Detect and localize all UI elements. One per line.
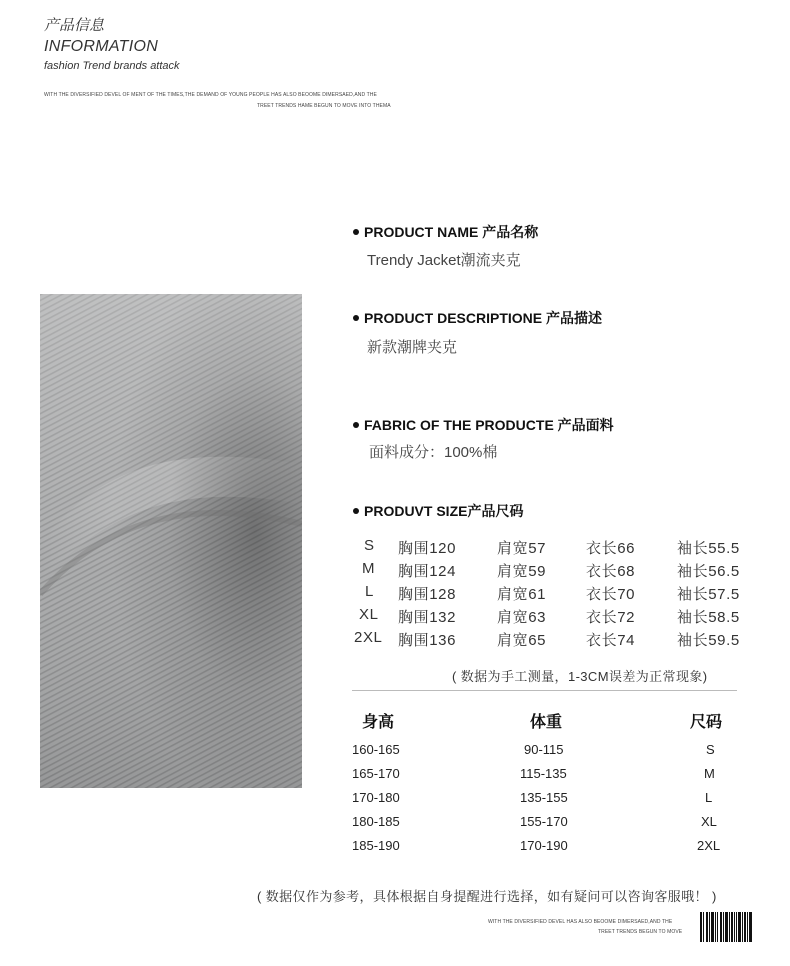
header-title-en: INFORMATION [44,38,159,55]
size-cell: M [704,766,715,781]
size-length: 衣长74 [586,632,636,649]
bullet-dot-icon [353,315,359,321]
size-length: 衣长70 [586,586,636,603]
height-cell: 180-185 [352,814,400,829]
weight-cell: 90-115 [524,742,564,757]
size-label: L [365,583,374,600]
product-name-value: Trendy Jacket潮流夹克 [367,252,521,269]
bullet-dot-icon [353,229,359,235]
table-row [352,766,752,786]
size-sleeve: 袖长57.5 [677,586,740,603]
bullet-dot-icon [353,422,359,428]
product-description-value: 新款潮牌夹克 [367,339,458,356]
size-shoulder: 肩宽57 [497,540,547,557]
size-chest: 胸围132 [398,609,457,626]
size-label: XL [359,606,379,623]
size-chest: 胸围136 [398,632,457,649]
size-chest: 胸围124 [398,563,457,580]
table-row [352,790,752,810]
height-cell: 185-190 [352,838,400,853]
table-row [352,742,752,762]
height-cell: 160-165 [352,742,400,757]
size-row [340,537,760,559]
weight-cell: 115-135 [520,766,567,781]
size-chest: 胸围128 [398,586,457,603]
size-sleeve: 袖长56.5 [677,563,740,580]
size-chest: 胸围120 [398,540,457,557]
size-length: 衣长68 [586,563,636,580]
size-row [340,629,760,651]
size-row [340,560,760,582]
size-label: 2XL [354,629,383,646]
header-title-cn: 产品信息 [44,17,105,34]
product-description-heading: PRODUCT DESCRIPTIONE 产品描述 [353,308,602,328]
product-fabric-value: 面料成分：100%棉 [369,444,498,461]
size-cell: S [706,742,715,757]
size-cell: L [705,790,713,805]
size-label: M [362,560,376,577]
barcode-icon [700,912,752,942]
size-shoulder: 肩宽61 [497,586,547,603]
measure-note: ( 数据为手工测量，1-3CM误差为正常现象) [452,669,708,684]
header-size: 尺码 [690,714,723,731]
divider [352,690,737,691]
weight-cell: 170-190 [520,838,568,853]
size-shoulder: 肩宽63 [497,609,547,626]
header-weight: 体重 [530,714,563,731]
size-shoulder: 肩宽59 [497,563,547,580]
size-cell: 2XL [697,838,721,853]
height-cell: 165-170 [352,766,400,781]
header-height: 身高 [362,714,395,731]
size-cell: XL [701,814,717,829]
product-fabric-heading: FABRIC OF THE PRODUCTE 产品面料 [353,415,614,435]
header-subtitle: fashion Trend brands attack [44,60,180,72]
product-size-heading: PRODUVT SIZE产品尺码 [353,501,523,521]
table-row [352,814,752,834]
bullet-dot-icon [353,508,359,514]
table-row [352,838,752,858]
size-length: 衣长66 [586,540,636,557]
size-sleeve: 袖长58.5 [677,609,740,626]
size-row [340,606,760,628]
size-sleeve: 袖长55.5 [677,540,740,557]
footer-tagline-line2: TREET TRENDS BEGUN TO MOVE [598,929,683,935]
size-length: 衣长72 [586,609,636,626]
size-sleeve: 袖长59.5 [677,632,740,649]
header-tagline-line2: TREET TRENDS HAME BEGUN TO MOVE INTO THEMA [257,103,391,109]
header-tagline-line1: WITH THE DIVERSIFIED DEVEL OF MENT OF THE TIMES,THE DEMAND OF YOUNG PEOPLE HAS ALSO BEOOME DIMERSAED,AND THE [44,92,377,98]
size-row [340,583,760,605]
weight-cell: 155-170 [520,814,568,829]
product-name-heading: PRODUCT NAME 产品名称 [353,222,538,242]
size-shoulder: 肩宽65 [497,632,547,649]
size-label: S [364,537,375,554]
height-cell: 170-180 [352,790,400,805]
fabric-image [40,294,302,788]
footer-tagline-line1: WITH THE DIVERSIFIED DEVEL HAS ALSO BEOOME DIMERSAED,AND THE [488,919,673,925]
footer-note: ( 数据仅作为参考，具体根据自身提醒进行选择，如有疑问可以咨询客服哦！ ) [257,889,717,904]
weight-cell: 135-155 [520,790,568,805]
